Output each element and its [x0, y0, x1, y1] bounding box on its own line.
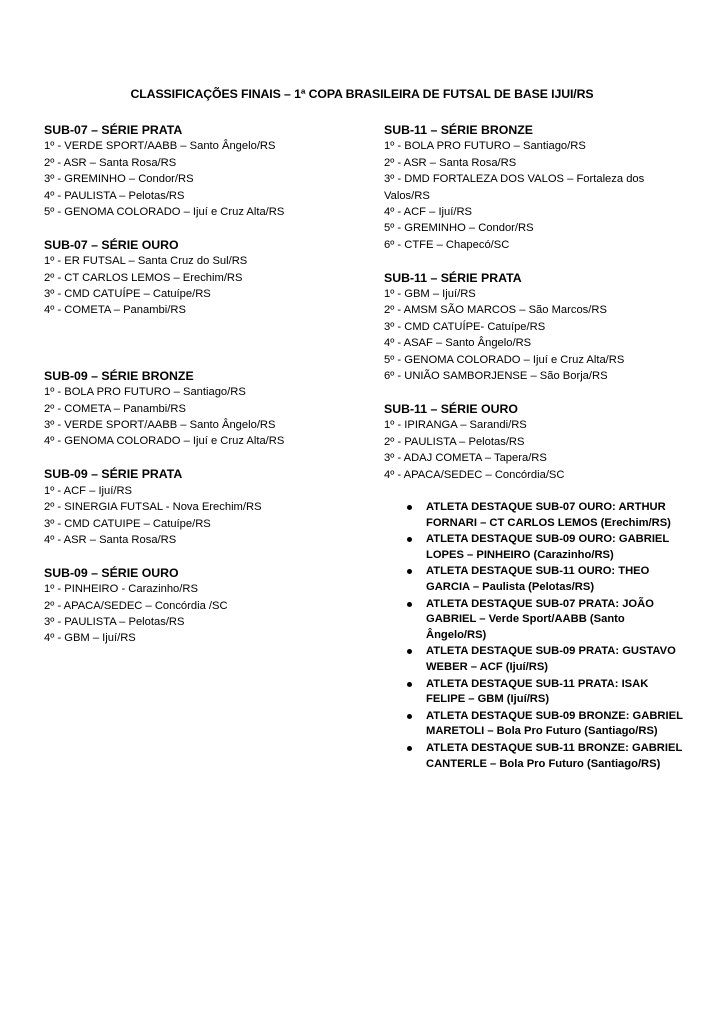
highlight-line: ATLETA DESTAQUE SUB-07 PRATA: JOÃO [426, 597, 654, 610]
bullet-icon [407, 602, 412, 607]
bullet-icon [407, 505, 412, 510]
bullet-icon [407, 537, 412, 542]
section-heading: SUB-11 – SÉRIE PRATA [384, 270, 522, 285]
highlight-line: FELIPE – GBM (Ijuí/RS) [426, 693, 550, 706]
highlight-line: GARCIA – Paulista (Pelotas/RS) [426, 580, 595, 593]
highlight-line: ATLETA DESTAQUE SUB-11 BRONZE: GABRIEL [426, 741, 683, 754]
highlight-line: ATLETA DESTAQUE SUB-11 PRATA: ISAK [426, 677, 649, 690]
highlight-item [406, 741, 696, 772]
section-heading: SUB-11 – SÉRIE BRONZE [384, 123, 533, 137]
ranking-item: 2º - SINERGIA FUTSAL - Nova Erechim/RS [44, 501, 262, 514]
section-heading: SUB-07 – SÉRIE OURO [44, 237, 179, 252]
ranking-item: 4º - APACA/SEDEC – Concórdia/SC [384, 468, 565, 481]
ranking-item: 5º - GENOMA COLORADO – Ijuí e Cruz Alta/RS [44, 206, 285, 219]
ranking-item: 5º - GENOMA COLORADO – Ijuí e Cruz Alta/RS [384, 353, 625, 366]
page-title: CLASSIFICAÇÕES FINAIS – 1ª COPA BRASILEIRA DE FUTSAL DE BASE IJUI/RS [130, 87, 594, 101]
highlight-item [406, 564, 696, 595]
ranking-item: 1º - ACF – Ijuí/RS [44, 484, 133, 497]
ranking-item: 1º - GBM – Ijuí/RS [384, 288, 476, 301]
highlight-item [406, 644, 696, 675]
section-sub07-prata [44, 122, 364, 220]
ranking-item: 1º - VERDE SPORT/AABB – Santo Ângelo/RS [44, 140, 276, 153]
bullet-icon [407, 746, 412, 751]
highlight-line: ATLETA DESTAQUE SUB-09 PRATA: GUSTAVO [426, 645, 676, 658]
section-sub07-ouro [44, 237, 364, 319]
section-sub11-prata [384, 270, 684, 385]
highlight-line: WEBER – ACF (Ijuí/RS) [426, 660, 549, 673]
ranking-item: 4º - GBM – Ijuí/RS [44, 632, 136, 645]
ranking-item: 2º - CT CARLOS LEMOS – Erechim/RS [44, 271, 243, 284]
highlight-line: ATLETA DESTAQUE SUB-09 OURO: GABRIEL [426, 533, 670, 546]
ranking-item: 3º - PAULISTA – Pelotas/RS [44, 615, 185, 628]
ranking-item: 3º - ADAJ COMETA – Tapera/RS [384, 452, 547, 465]
ranking-item: 4º - ASR – Santa Rosa/RS [44, 533, 177, 546]
ranking-item: 1º - PINHEIRO - Carazinho/RS [44, 583, 198, 596]
bullet-icon [407, 649, 412, 654]
highlight-line: ATLETA DESTAQUE SUB-09 BRONZE: GABRIEL [426, 709, 683, 722]
ranking-item: Valos/RS [384, 189, 430, 202]
section-sub11-ouro [384, 401, 684, 483]
ranking-item: 5º - GREMINHO – Condor/RS [384, 222, 534, 235]
bullet-icon [407, 569, 412, 574]
highlight-line: CANTERLE – Bola Pro Futuro (Santiago/RS) [426, 757, 661, 770]
ranking-item: 3º - CMD CATUÍPE – Catuípe/RS [44, 288, 211, 301]
highlight-item [406, 597, 696, 644]
left-column [44, 122, 364, 647]
ranking-item: 4º - ASAF – Santo Ângelo/RS [384, 337, 532, 350]
highlight-line: ATLETA DESTAQUE SUB-11 OURO: THEO [426, 565, 650, 578]
ranking-item: 6º - CTFE – Chapecó/SC [384, 238, 510, 251]
section-heading: SUB-11 – SÉRIE OURO [384, 401, 518, 416]
highlight-item [406, 500, 696, 531]
ranking-item: 2º - APACA/SEDEC – Concórdia /SC [44, 599, 228, 612]
highlight-line: MARETOLI – Bola Pro Futuro (Santiago/RS) [426, 725, 658, 738]
ranking-item: 1º - BOLA PRO FUTURO – Santiago/RS [44, 386, 246, 399]
ranking-item: 2º - PAULISTA – Pelotas/RS [384, 435, 525, 448]
ranking-item: 2º - ASR – Santa Rosa/RS [384, 156, 517, 169]
highlight-line: FORNARI – CT CARLOS LEMOS (Erechim/RS) [426, 516, 671, 529]
ranking-item: 4º - PAULISTA – Pelotas/RS [44, 189, 185, 202]
ranking-item: 3º - VERDE SPORT/AABB – Santo Ângelo/RS [44, 419, 276, 432]
ranking-item: 1º - BOLA PRO FUTURO – Santiago/RS [384, 140, 586, 153]
ranking-item: 3º - CMD CATUIPE – Catuípe/RS [44, 517, 211, 530]
section-heading: SUB-09 – SÉRIE PRATA [44, 467, 183, 482]
ranking-item: 1º - ER FUTSAL – Santa Cruz do Sul/RS [44, 255, 248, 268]
section-heading: SUB-07 – SÉRIE PRATA [44, 123, 183, 137]
section-sub11-bronze [384, 122, 684, 253]
ranking-item: 6º - UNIÃO SAMBORJENSE – São Borja/RS [384, 370, 608, 383]
section-heading: SUB-09 – SÉRIE OURO [44, 565, 179, 580]
highlight-item [406, 709, 696, 740]
highlight-item [406, 532, 696, 563]
ranking-item: 4º - ACF – Ijuí/RS [384, 206, 473, 219]
ranking-item: 1º - IPIRANGA – Sarandi/RS [384, 419, 527, 432]
section-sub09-prata [44, 466, 364, 548]
highlight-item [406, 677, 696, 708]
ranking-item: 3º - GREMINHO – Condor/RS [44, 173, 194, 186]
ranking-item: 4º - GENOMA COLORADO – Ijuí e Cruz Alta/RS [44, 435, 285, 448]
ranking-item: 3º - DMD FORTALEZA DOS VALOS – Fortaleza dos [384, 173, 645, 186]
right-column [384, 122, 684, 483]
highlight-line: Ângelo/RS) [426, 628, 487, 641]
highlight-line: LOPES – PINHEIRO (Carazinho/RS) [426, 548, 614, 561]
bullet-icon [407, 714, 412, 719]
section-heading: SUB-09 – SÉRIE BRONZE [44, 368, 194, 383]
highlight-line: GABRIEL – Verde Sport/AABB (Santo [426, 613, 625, 626]
ranking-item: 4º - COMETA – Panambi/RS [44, 304, 186, 317]
ranking-item: 2º - AMSM SÃO MARCOS – São Marcos/RS [384, 304, 607, 317]
section-sub09-ouro [44, 565, 364, 647]
section-sub09-bronze [44, 368, 364, 450]
ranking-item: 2º - ASR – Santa Rosa/RS [44, 156, 177, 169]
ranking-item: 3º - CMD CATUÍPE- Catuípe/RS [384, 320, 546, 333]
ranking-item: 2º - COMETA – Panambi/RS [44, 402, 186, 415]
bullet-icon [407, 682, 412, 687]
highlight-line: ATLETA DESTAQUE SUB-07 OURO: ARTHUR [426, 501, 666, 513]
highlight-athletes-list [406, 500, 696, 773]
